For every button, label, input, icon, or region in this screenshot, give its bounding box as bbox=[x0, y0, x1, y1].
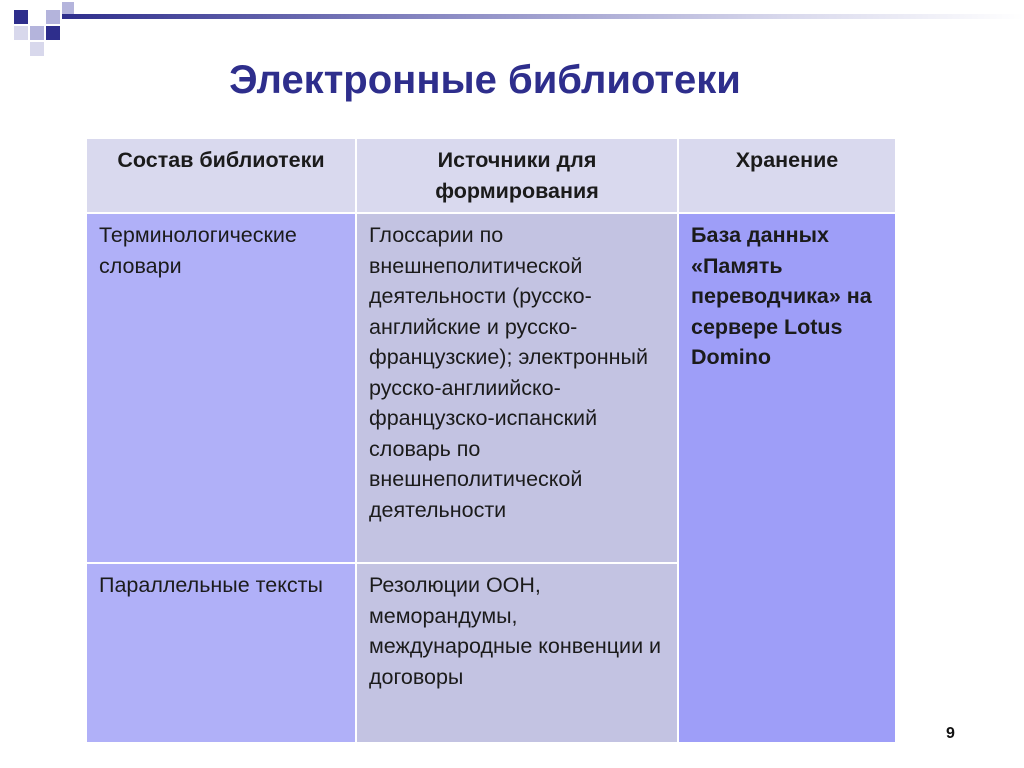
header-sources: Источники для формирования bbox=[356, 138, 678, 213]
header-storage: Хранение bbox=[678, 138, 896, 213]
table-header-row bbox=[86, 138, 896, 213]
page-number: 9 bbox=[946, 725, 955, 742]
storage-cell: База данных «Память переводчика» на сервере Lotus Domino bbox=[678, 213, 896, 743]
header-gradient-bar bbox=[62, 14, 1024, 19]
row-composition: Терминологические словари bbox=[86, 213, 356, 563]
decor-square-lavender bbox=[30, 26, 44, 40]
row-sources: Глоссарии по внешнеполитической деятельности (русско-английские и русско-французские); электронный русско-англиийско-французско-испанский словарь по внешнеполитической деятельности bbox=[356, 213, 678, 563]
decor-square-light bbox=[30, 42, 44, 56]
decor-square-navy bbox=[46, 26, 60, 40]
row-sources: Резолюции ООН, меморандумы, международные конвенции и договоры bbox=[356, 563, 678, 743]
decor-square-navy bbox=[14, 10, 28, 24]
decor-square-lavender bbox=[46, 10, 60, 24]
row-composition: Параллельные тексты bbox=[86, 563, 356, 743]
decor-square-light bbox=[14, 26, 28, 40]
header-composition: Состав библиотеки bbox=[86, 138, 356, 213]
slide-title: Электронные библиотеки bbox=[229, 58, 741, 102]
decor-square-lavender bbox=[62, 2, 74, 14]
library-table bbox=[85, 137, 897, 744]
table-row bbox=[86, 213, 896, 563]
